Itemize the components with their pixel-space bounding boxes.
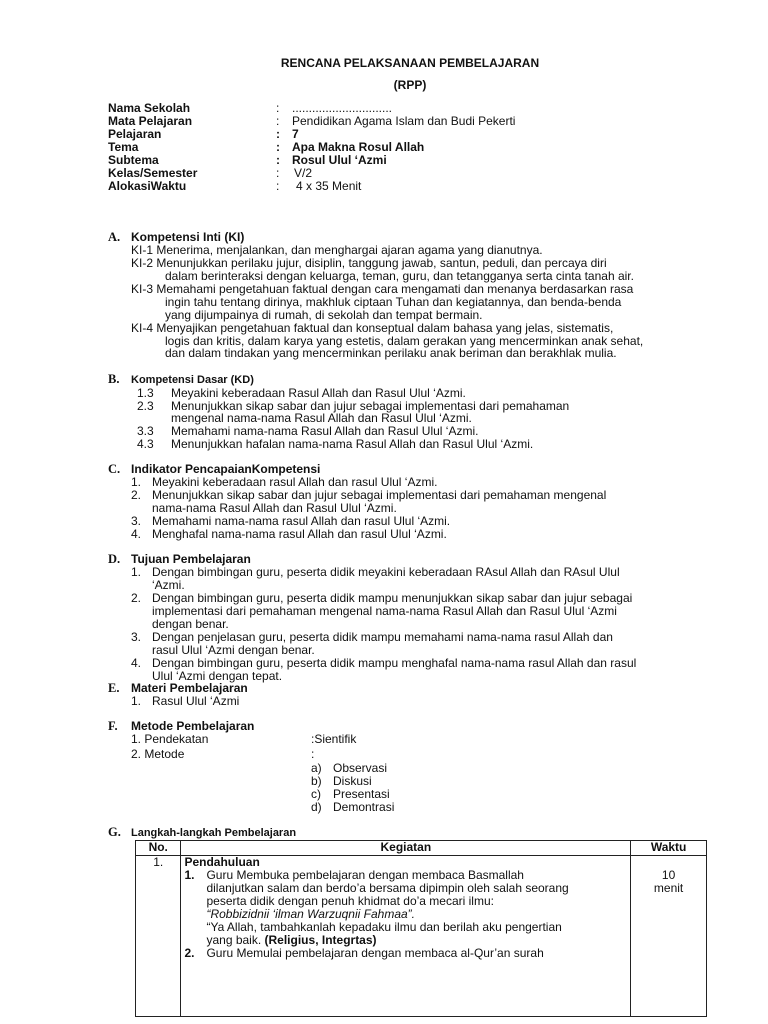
info-value: 7 [292,127,299,141]
step-line: dilanjutkan salam dan berdo’a bersama dipimpin oleh salah seorang [206,881,569,895]
materi-number: 1. [131,694,142,708]
method-item: Observasi [333,761,388,775]
method-item: Demontrasi [333,800,395,814]
objective-number: 3. [131,630,142,644]
ki-3-line2: ingin tahu tentang dirinya, makhluk ciptaan Tuhan dan kegiatannya, dan benda-benda [165,295,622,309]
kd-text: Menunjukkan sikap sabar dan jujur sebagai implementasi dari pemahaman [171,399,570,413]
objective-text: dengan benar. [152,617,229,631]
kd-number: 1.3 [137,386,154,400]
objective-text: Dengan bimbingan guru, peserta didik mampu menunjukkan sikap sabar dan jujur sebagai [152,591,633,605]
section-a-heading: Kompetensi Inti (KI) [131,230,245,244]
info-sep: : [276,101,280,115]
info-sep: : [276,179,280,193]
info-value: 4 x 35 Menit [296,179,362,193]
row-title: Pendahuluan [184,855,260,869]
section-letter-a: A. [108,230,121,244]
indicator-text: nama-nama Rasul Allah dan Rasul Ulul ‘Azmi. [152,501,397,515]
objective-text: rasul Ulul ‘Azmi dengan benar. [152,643,315,657]
objective-number: 2. [131,591,142,605]
objective-text: ‘Azmi. [152,578,185,592]
section-letter-d: D. [108,552,121,566]
section-f-heading: Metode Pembelajaran [131,719,255,733]
indicator-number: 2. [131,488,142,502]
section-e-heading: Materi Pembelajaran [131,681,248,695]
header-kegiatan: Kegiatan [181,841,631,856]
objective-number: 1. [131,565,142,579]
info-label: Kelas/Semester [108,166,198,180]
objective-text: implementasi dari pemahaman mengenal nama-nama Rasul Allah dan Rasul Ulul ‘Azmi [152,604,617,618]
prayer-translation: “Ya Allah, tambahkanlah kepadaku ilmu dan berilah aku pengertian [206,920,562,934]
section-letter-b: B. [108,372,120,386]
info-value: Apa Makna Rosul Allah [292,140,425,154]
info-value: .............................. [292,101,393,115]
learning-steps-table [135,840,707,1017]
indicator-text: Meyakini keberadaan rasul Allah dan rasul Ulul ‘Azmi. [152,475,438,489]
info-label: AlokasiWaktu [108,179,187,193]
step-1 [184,869,627,947]
objective-text: Dengan bimbingan guru, peserta didik mampu menghafal nama-nama rasul Allah dan rasul [152,656,637,670]
kd-text: mengenal nama-nama Rasul Allah dan Rasul Ulul ‘Azmi. [171,411,472,425]
step-line: Guru Memulai pembelajaran dengan membaca al-Qur’an surah [206,946,544,960]
indicator-text: Menghafal nama-nama rasul Allah dan rasul Ulul ‘Azmi. [152,527,447,541]
kd-text: Memahami nama-nama Rasul Allah dan Rasul Ulul ‘Azmi. [171,424,479,438]
ki-4-line2: logis dan kritis, dalam karya yang estetis, dalam gerakan yang mencerminkan anak sehat, [165,334,644,348]
method-marker: c) [311,787,321,801]
step-line: Guru Membuka pembelajaran dengan membaca Basmallah [206,868,524,882]
kd-number: 4.3 [137,437,154,451]
kd-text: Meyakini keberadaan Rasul Allah dan Rasul Ulul ‘Azmi. [171,386,466,400]
row-number [136,856,181,1017]
ki-2-line1: KI-2 Menunjukkan perilaku jujur, disiplin, tanggung jawab, santun, peduli, dan percaya diri [131,256,607,270]
objective-text: Dengan penjelasan guru, peserta didik mampu memahami nama-nama rasul Allah dan [152,630,613,644]
info-label: Tema [108,140,139,154]
method-marker: d) [311,800,322,814]
info-sep: : [276,140,280,154]
page-subtitle: (RPP) [393,78,427,92]
objective-number: 4. [131,656,142,670]
prayer-arabic: “Robbizidnii ‘ilman Warzuqnii Fahmaa”. [206,907,415,921]
info-value: Rosul Ulul ‘Azmi [292,153,387,167]
metode-sep: : [311,747,315,761]
section-c-heading: Indikator PencapaianKompetensi [131,462,321,476]
kd-text: Menunjukkan hafalan nama-nama Rasul Allah dan Rasul Ulul ‘Azmi. [171,437,534,451]
ki-4-line1: KI-4 Menyajikan pengetahuan faktual dan konseptual dalam bahasa yang jelas, sistematis, [131,321,614,335]
indicator-text: Memahami nama-nama rasul Allah dan rasul Ulul ‘Azmi. [152,514,451,528]
indicator-number: 4. [131,527,142,541]
info-value: Pendidikan Agama Islam dan Budi Pekerti [292,114,516,128]
indicator-number: 1. [131,475,142,489]
method-item: Presentasi [333,787,390,801]
waktu-value: 10 [661,868,676,882]
metode-label: 2. Metode [131,747,185,761]
table-header-row [136,841,707,856]
section-b-heading: Kompetensi Dasar (KD) [131,374,254,386]
kd-number: 2.3 [137,399,154,413]
section-d-heading: Tujuan Pembelajaran [131,552,251,566]
info-label: Pelajaran [108,127,162,141]
row-kegiatan [181,856,631,1017]
section-g-heading: Langkah-langkah Pembelajaran [131,827,297,839]
materi-text: Rasul Ulul ‘Azmi [152,694,240,708]
section-letter-e: E. [108,681,120,695]
header-waktu: Waktu [631,841,707,856]
ki-1: KI-1 Menerima, menjalankan, dan menghargai ajaran agama yang dianutnya. [131,243,543,257]
pendekatan-value: :Sientifik [311,732,357,746]
method-marker: b) [311,774,322,788]
ki-2-line2: dalam berinteraksi dengan keluarga, teman, guru, dan tetangganya serta cinta tanah air. [165,269,634,283]
method-item: Diskusi [333,774,372,788]
pendekatan-label: 1. Pendekatan [131,732,209,746]
indicator-text: Menunjukkan sikap sabar dan jujur sebagai implementasi dari pemahaman mengenal [152,488,607,502]
step-2 [184,947,627,960]
info-sep: : [276,166,280,180]
step-line: peserta didik dengan penuh khidmat do’a mecari ilmu: [206,894,494,908]
waktu-unit: menit [653,881,684,895]
section-letter-g: G. [108,825,121,839]
info-value: V/2 [294,166,313,180]
info-label: Nama Sekolah [108,101,191,115]
row-waktu [631,856,707,1017]
section-letter-c: C. [108,462,121,476]
objective-text: Dengan bimbingan guru, peserta didik meyakini keberadaan RAsul Allah dan RAsul Ulul [152,565,620,579]
kd-number: 3.3 [137,424,154,438]
table-row [136,856,707,1017]
row-number-text: 1. [153,855,164,869]
indicator-number: 3. [131,514,142,528]
objective-text: Ulul ‘Azmi dengan tepat. [152,669,283,683]
page-title: RENCANA PELAKSANAAN PEMBELAJARAN [280,56,540,70]
ki-4-line3: dan dalam tindakan yang mencerminkan perilaku anak beriman dan berakhlak mulia. [165,346,617,360]
step-number: 1. [184,868,195,882]
ki-3-line3: yang dijumpainya di rumah, di sekolah dan tempat bermain. [165,308,483,322]
info-sep: : [276,127,280,141]
header-no: No. [136,841,181,856]
character-values: (Religius, Integrtas) [264,933,377,947]
step-number: 2. [184,946,195,960]
section-letter-f: F. [108,719,118,733]
info-label: Subtema [108,153,159,167]
info-sep: : [276,153,280,167]
method-marker: a) [311,761,322,775]
ki-3-line1: KI-3 Memahami pengetahuan faktual dengan cara mengamati dan menanya berdasarkan rasa [131,282,634,296]
info-label: Mata Pelajaran [108,114,193,128]
step-line-text: yang baik. [206,933,262,947]
info-sep: : [276,114,280,128]
